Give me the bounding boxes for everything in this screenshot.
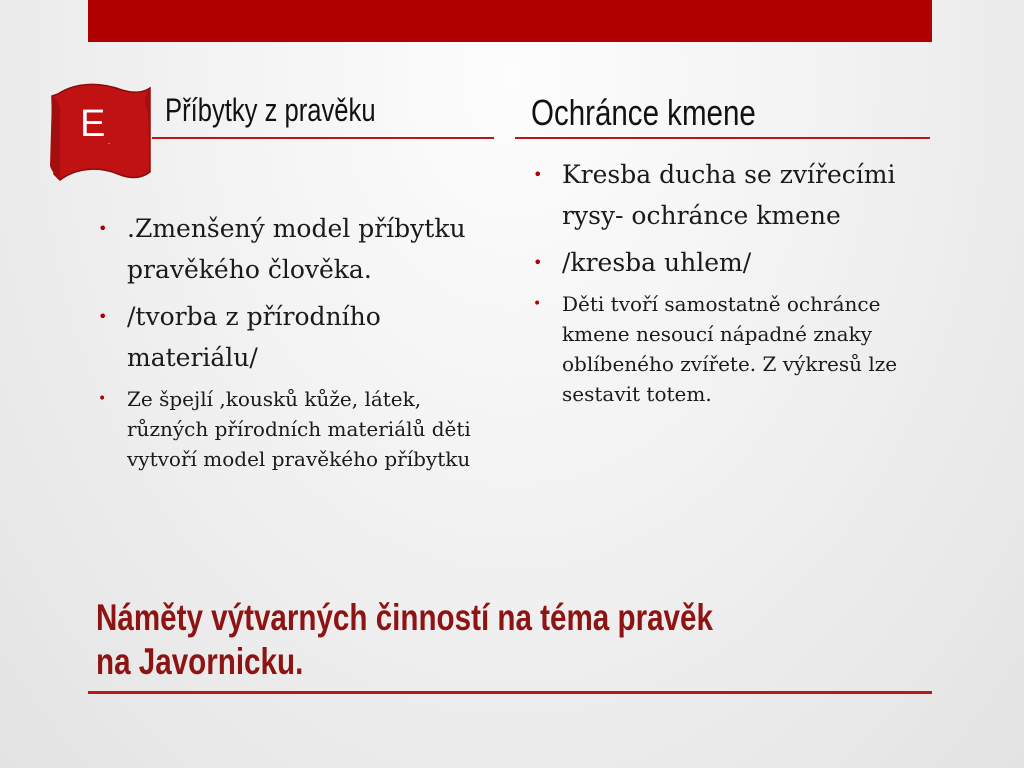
list-item — [98, 208, 478, 290]
slide-title-line-2: na Javornicku. — [96, 641, 304, 682]
top-accent-bar — [88, 0, 932, 42]
left-column-list — [98, 208, 478, 474]
banner-dot: . — [108, 137, 111, 146]
slide-title — [96, 596, 713, 684]
right-heading-divider — [515, 137, 930, 139]
banner-letter: E — [80, 103, 106, 145]
list-item-text: Ze špejlí ,kousků kůže, látek, různých přírodních materiálů děti vytvoří model pravěkého příbytku — [127, 387, 471, 471]
list-item — [533, 154, 923, 236]
right-column-list — [533, 154, 923, 409]
bullet-icon: • — [533, 253, 543, 272]
list-item — [533, 242, 923, 283]
slide-title-line-1: Náměty výtvarných činností na téma pravěk — [96, 597, 713, 638]
list-item-text: Kresba ducha se zvířecími rysy- ochránce kmene — [562, 160, 896, 230]
bullet-icon: • — [98, 219, 108, 238]
list-item — [533, 289, 923, 409]
bullet-icon: • — [98, 391, 107, 407]
list-item — [98, 384, 478, 474]
list-item-text: /kresba uhlem/ — [562, 248, 752, 277]
right-column-heading: Ochránce kmene — [531, 92, 756, 133]
left-column-heading: Příbytky z pravěku — [165, 92, 376, 128]
list-item-text: .Zmenšený model příbytku pravěkého člověka. — [127, 214, 466, 284]
list-item — [98, 296, 478, 378]
title-divider — [88, 691, 932, 694]
bullet-icon: • — [533, 296, 542, 312]
left-heading-divider — [152, 137, 494, 139]
bullet-icon: • — [98, 307, 108, 326]
list-item-text: Děti tvoří samostatně ochránce kmene nesoucí nápadné znaky oblíbeného zvířete. Z výkresů lze sestavit totem. — [562, 292, 898, 406]
bullet-icon: • — [533, 165, 543, 184]
list-item-text: /tvorba z přírodního materiálu/ — [127, 302, 381, 372]
